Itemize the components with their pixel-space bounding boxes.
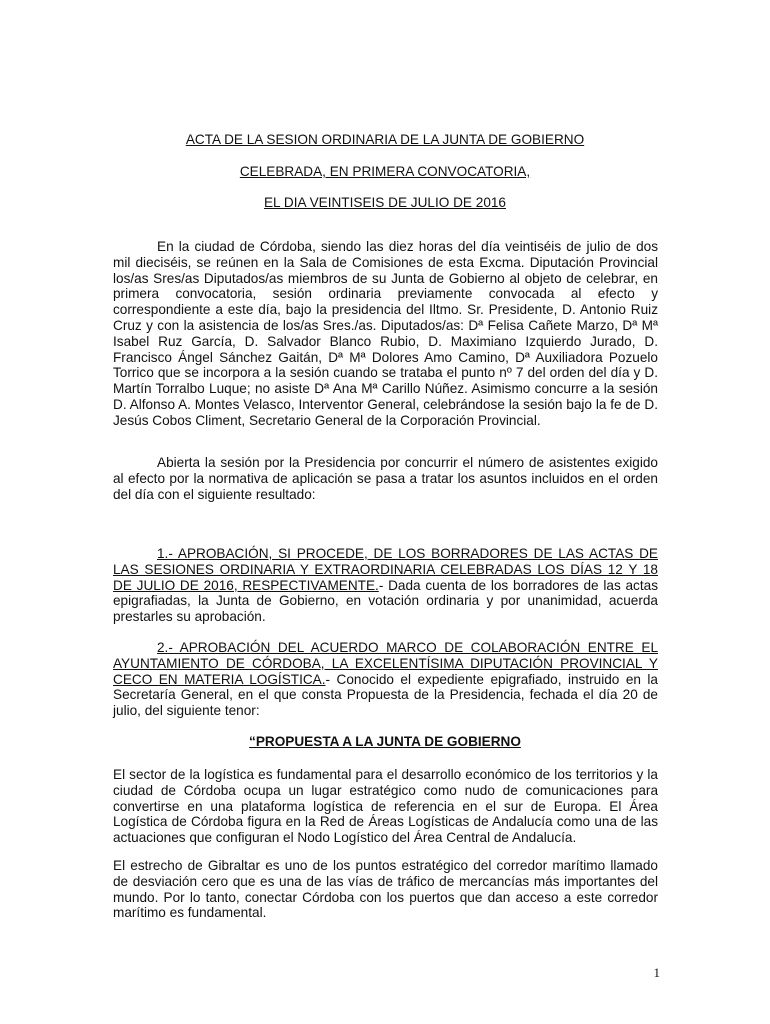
agenda-item-2-heading: 2.- APROBACIÓN DEL ACUERDO MARCO DE COLABORACIÓN ENTRE EL AYUNTAMIENTO DE CÓRDOBA, LA EXCELENTÍSIMA DIPUTACIÓN PROVINCIAL Y CECO EN MATERIA LOGÍSTICA. <box>113 640 658 687</box>
agenda-item-2-body: - Conocido el expediente epigrafiado, instruido en la Secretaría General, en el que consta Propuesta de la Presidencia, fechada el día 20 de julio, del siguiente tenor: <box>113 671 658 719</box>
agenda-item-1-body: - Dada cuenta de los borradores de las actas epigrafiadas, la Junta de Gobierno, en votación ordinaria y por unanimidad, acuerda prestarles su aprobación. <box>113 577 658 625</box>
intro-paragraph-text: En la ciudad de Córdoba, siendo las diez horas del día veintiséis de julio de dos mil dieciséis, se reúnen en la Sala de Comisiones de esta Excma. Diputación Provincial los/as Sres/as Diputados/as miembros de su Junta de Gobierno al objeto de celebrar, en primera convocatoria, sesión ordinaria previamente convocada al efecto y correspondiente a este día, bajo la presidencia del Iltmo. Sr. Presidente, D. Antonio Ruiz Cruz y con la asistencia de los/as Sres./as. Diputados/as: Dª Felisa Cañete Marzo, Dª Mª Isabel Ruz García, D. Salvador Blanco Rubio, D. Maximiano Izquierdo Jurado, D. Francisco Ángel Sánchez Gaitán, Dª Mª Dolores Amo Camino, Dª Auxiliadora Pozuelo Torrico que se incorpora a la sesión cuando se trataba el punto nº 7 del orden del día y D. Martín Torralbo Luque; no asiste Dª Ana Mª Carillo Núñez. Asimismo concurre a la sesión D. Alfonso A. Montes Velasco, Interventor General, celebrándose la sesión bajo la fe de D. Jesús Cobos Climent, Secretario General de la Corporación Provincial. <box>113 239 658 428</box>
proposal-paragraph-2: El estrecho de Gibraltar es uno de los puntos estratégico del corredor marítimo llamado de desviación cero que es una de las vías de tráfico de mercancías más importantes del mundo. Por lo tanto, conectar Córdoba con los puertos que dan acceso a este corredor marítimo es fundamental. <box>113 858 658 921</box>
proposal-title: “PROPUESTA A LA JUNTA DE GOBIERNO <box>249 734 521 749</box>
agenda-item-2 <box>113 640 658 719</box>
opening-paragraph-text: Abierta la sesión por la Presidencia por concurrir el número de asistentes exigido al efecto por la normativa de aplicación se pasa a tratar los asuntos incluidos en el orden del día con el siguiente resultado: <box>113 455 658 502</box>
document-title-line-3: EL DIA VEINTISEIS DE JULIO DE 2016 <box>263 195 506 210</box>
document-title-line-1: ACTA DE LA SESION ORDINARIA DE LA JUNTA DE GOBIERNO <box>185 132 585 147</box>
opening-paragraph <box>113 455 658 502</box>
page-number: 1 <box>653 965 660 980</box>
agenda-item-1-heading: 1.- APROBACIÓN, SI PROCEDE, DE LOS BORRADORES DE LAS ACTAS DE LAS SESIONES ORDINARIA Y EXTRAORDINARIA CELEBRADAS LOS DÍAS 12 Y 18 DE JULIO DE 2016, RESPECTIVAMENTE. <box>113 546 658 593</box>
intro-paragraph <box>113 239 658 429</box>
agenda-item-1 <box>113 546 658 625</box>
document-title-line-2: CELEBRADA, EN PRIMERA CONVOCATORIA, <box>239 164 531 179</box>
proposal-paragraph-1: El sector de la logística es fundamental para el desarrollo económico de los territorios y la ciudad de Córdoba ocupa un lugar estratégico como nudo de comunicaciones para convertirse en una plataforma logística de referencia en el sur de Europa. El Área Logística de Córdoba figura en la Red de Áreas Logísticas de Andalucía como una de las actuaciones que configuran el Nodo Logístico del Área Central de Andalucía. <box>113 767 658 846</box>
